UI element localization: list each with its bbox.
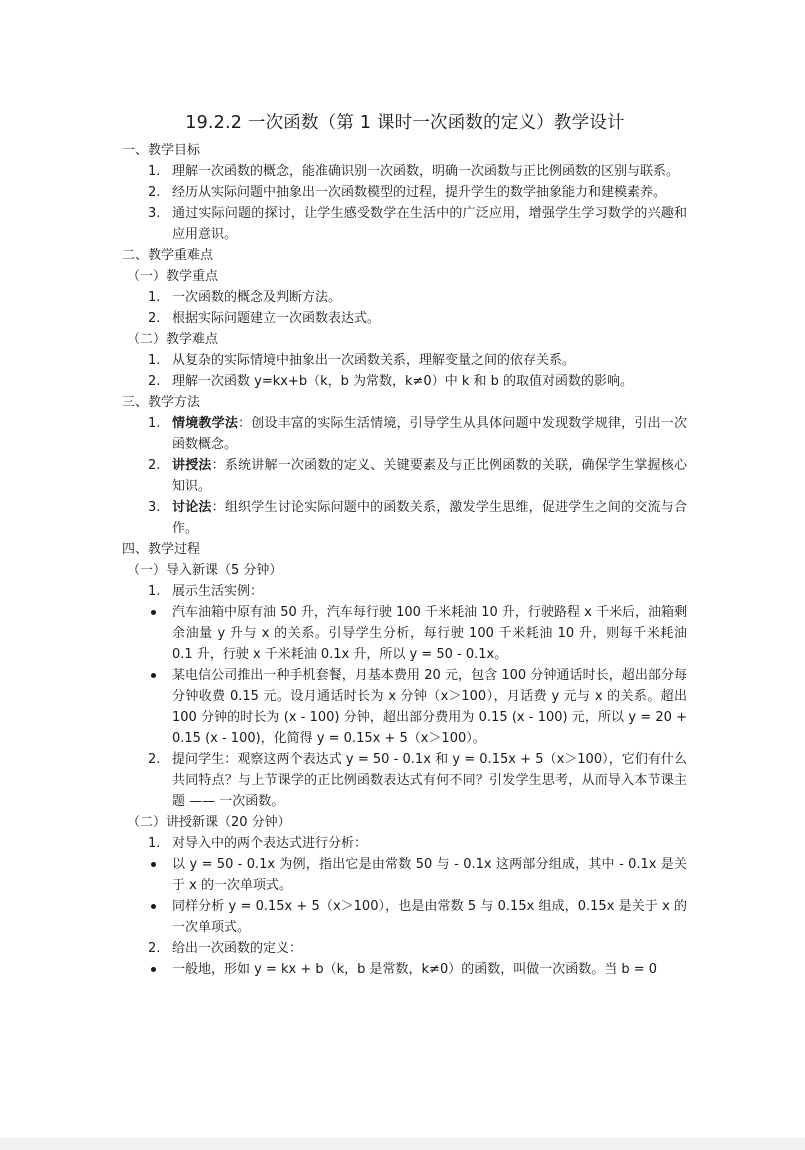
list-text: 理解一次函数 y=kx+b（k，b 为常数，k≠0）中 k 和 b 的取值对函数的影响。 bbox=[172, 374, 633, 389]
list-number: 1. bbox=[148, 836, 161, 851]
list-item bbox=[122, 455, 687, 497]
section-heading-process: 四、教学过程 bbox=[122, 542, 201, 557]
list-item bbox=[122, 413, 687, 455]
list-item bbox=[122, 497, 687, 539]
section-heading-key-points: 二、教学重难点 bbox=[122, 248, 214, 263]
bullet-item bbox=[122, 896, 687, 938]
method-label: 情境教学法 bbox=[172, 416, 239, 431]
bullet-item bbox=[122, 665, 687, 749]
list-text: 通过实际问题的探讨，让学生感受数学在生活中的广泛应用，增强学生学习数学的兴趣和应用意识。 bbox=[172, 206, 687, 242]
bullet-dot-icon bbox=[151, 610, 156, 615]
list-number: 1. bbox=[148, 416, 161, 431]
bullet-text: 同样分析 y = 0.15x + 5（x＞100），也是由常数 5 与 0.15x 组成，0.15x 是关于 x 的一次单项式。 bbox=[172, 899, 687, 935]
list-item bbox=[122, 938, 687, 959]
section-heading-objectives: 一、教学目标 bbox=[122, 143, 201, 158]
bullet-item bbox=[122, 959, 687, 980]
list-text: 给出一次函数的定义： bbox=[172, 941, 303, 956]
list-text: 展示生活实例： bbox=[172, 584, 264, 599]
list-number: 2. bbox=[148, 374, 161, 389]
list-item bbox=[122, 581, 687, 602]
method-label: 讲授法 bbox=[172, 458, 212, 473]
list-number: 2. bbox=[148, 941, 161, 956]
bullet-dot-icon bbox=[151, 904, 156, 909]
list-item bbox=[122, 182, 687, 203]
section-heading-methods: 三、教学方法 bbox=[122, 395, 201, 410]
list-number: 1. bbox=[148, 353, 161, 368]
bullet-item bbox=[122, 854, 687, 896]
list-number: 1. bbox=[148, 584, 161, 599]
list-text: ：创设丰富的实际生活情境，引导学生从具体问题中发现数学规律，引出一次函数概念。 bbox=[172, 416, 687, 452]
list-number: 2. bbox=[148, 458, 161, 473]
subsection-heading: （二）讲授新课（20 分钟） bbox=[127, 815, 291, 830]
list-item bbox=[122, 371, 687, 392]
bullet-text: 某电信公司推出一种手机套餐，月基本费用 20 元，包含 100 分钟通话时长，超出部分每分钟收费 0.15 元。设月通话时长为 x 分钟（x＞100），月话费 y 元与 x 的关系。超出 100 分钟的时长为 (x - 100) 分钟，超出部分费用为 0.15 (x - 100) 元，所以 y = 20 + 0.15 (x - 100)，化简得 y = 0.15x + 5（x＞100）。 bbox=[172, 668, 687, 746]
list-text: ：组织学生讨论实际问题中的函数关系，激发学生思维，促进学生之间的交流与合作。 bbox=[172, 500, 687, 536]
bullet-text: 一般地，形如 y = kx + b（k，b 是常数，k≠0）的函数，叫做一次函数。当 b = 0 bbox=[172, 962, 658, 977]
list-text: 从复杂的实际情境中抽象出一次函数关系，理解变量之间的依存关系。 bbox=[172, 353, 576, 368]
list-item bbox=[122, 749, 687, 812]
bullet-text: 以 y = 50 - 0.1x 为例，指出它是由常数 50 与 - 0.1x 这两部分组成，其中 - 0.1x 是关于 x 的一次单项式。 bbox=[172, 857, 687, 893]
subsection-heading: （一）导入新课（5 分钟） bbox=[127, 563, 283, 578]
list-text: 对导入中的两个表达式进行分析： bbox=[172, 836, 368, 851]
bullet-dot-icon bbox=[151, 967, 156, 972]
bullet-dot-icon bbox=[151, 673, 156, 678]
list-number: 3. bbox=[148, 500, 161, 515]
list-item bbox=[122, 833, 687, 854]
list-text: 提问学生：观察这两个表达式 y = 50 - 0.1x 和 y = 0.15x + 5（x＞100），它们有什么共同特点？与上节课学的正比例函数表达式有何不同？引发学生思考，从而导入本节课主题 —— 一次函数。 bbox=[172, 752, 687, 809]
page-title: 19.2.2 一次函数（第 1 课时一次函数的定义）教学设计 bbox=[185, 113, 625, 133]
subsection-heading: （二）教学难点 bbox=[127, 332, 219, 347]
method-label: 讨论法 bbox=[172, 500, 212, 515]
document-content bbox=[122, 110, 687, 980]
list-number: 2. bbox=[148, 311, 161, 326]
bullet-dot-icon bbox=[151, 862, 156, 867]
list-text: 一次函数的概念及判断方法。 bbox=[172, 290, 342, 305]
list-text: 理解一次函数的概念，能准确识别一次函数，明确一次函数与正比例函数的区别与联系。 bbox=[172, 164, 680, 179]
list-number: 2. bbox=[148, 185, 161, 200]
list-number: 1. bbox=[148, 164, 161, 179]
list-item bbox=[122, 350, 687, 371]
list-text: ：系统讲解一次函数的定义、关键要素及与正比例函数的关联，确保学生掌握核心知识。 bbox=[172, 458, 687, 494]
list-item bbox=[122, 308, 687, 329]
list-number: 1. bbox=[148, 290, 161, 305]
list-text: 根据实际问题建立一次函数表达式。 bbox=[172, 311, 381, 326]
list-number: 3. bbox=[148, 206, 161, 221]
list-item bbox=[122, 161, 687, 182]
subsection-heading: （一）教学重点 bbox=[127, 269, 219, 284]
list-item bbox=[122, 287, 687, 308]
bullet-text: 汽车油箱中原有油 50 升，汽车每行驶 100 千米耗油 10 升，行驶路程 x 千米后，油箱剩余油量 y 升与 x 的关系。引导学生分析，每行驶 100 千米耗油 10 升，则每千米耗油 0.1 升，行驶 x 千米耗油 0.1x 升，所以 y = 50 - 0.1x。 bbox=[172, 605, 687, 662]
list-item bbox=[122, 203, 687, 245]
list-text: 经历从实际问题中抽象出一次函数模型的过程，提升学生的数学抽象能力和建模素养。 bbox=[172, 185, 667, 200]
list-number: 2. bbox=[148, 752, 161, 767]
bullet-item bbox=[122, 602, 687, 665]
